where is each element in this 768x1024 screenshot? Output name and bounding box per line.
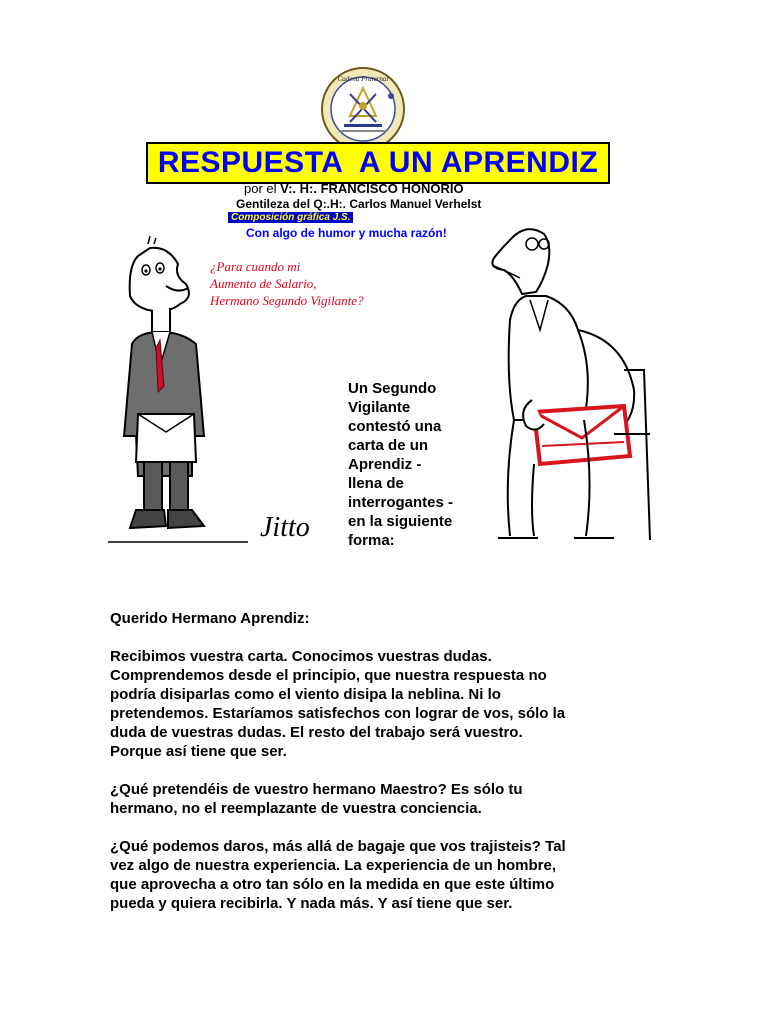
paragraph-line: pretendemos. Estaríamos satisfechos con lograr de vos, sólo la: [110, 705, 566, 722]
graphic-credit: Composición gráfica J.S.: [228, 212, 353, 223]
letter-body: [110, 609, 670, 932]
paragraph-line: que aprovecha a otro tan sólo en la medida en que este último: [110, 876, 555, 893]
title-banner: [146, 142, 610, 184]
byline-prefix: por el: [244, 181, 281, 196]
speech-line: Aumento de Salario,: [210, 276, 317, 291]
intro-line: interrogantes -: [348, 494, 454, 511]
speech-line: ¿Para cuando mi: [210, 259, 301, 274]
artist-signature: Jitto: [260, 512, 310, 543]
paragraph-line: ¿Qué pretendéis de vuestro hermano Maestro? Es sólo tu: [110, 781, 523, 798]
paragraph-line: duda de vuestras dudas. El resto del trabajo será vuestro.: [110, 724, 523, 741]
paragraph-line: podría disiparlas como el viento disipa la neblina. Ni lo: [110, 686, 501, 703]
seal-text: Cadena Fraternal: [337, 75, 389, 83]
intro-line: llena de: [348, 475, 404, 492]
intro-line: contestó una: [348, 418, 442, 435]
paragraph-line: Comprendemos desde el principio, que nuestra respuesta no: [110, 667, 547, 684]
salutation: Querido Hermano Aprendiz:: [110, 610, 310, 627]
speech-bubble-text: [210, 258, 430, 309]
intro-line: forma:: [348, 532, 395, 549]
paragraph-line: hermano, no el reemplazante de vuestra conciencia.: [110, 800, 482, 817]
intro-line: carta de un: [348, 437, 429, 454]
paragraph-line: pueda y quiera recibirla. Y nada más. Y así tiene que ser.: [110, 895, 513, 912]
paragraph-2: [110, 780, 670, 818]
byline: [244, 181, 464, 196]
intro-line: en la siguiente: [348, 513, 453, 530]
speech-line: Hermano Segundo Vigilante?: [210, 293, 364, 308]
author-name: V:. H:. FRANCISCO HONORIO: [280, 181, 464, 196]
paragraph-line: Porque así tiene que ser.: [110, 743, 287, 760]
intro-line: Aprendiz -: [348, 456, 422, 473]
document-title: RESPUESTA A UN APRENDIZ: [157, 146, 599, 179]
paragraph-line: Recibimos vuestra carta. Conocimos vuestras dudas.: [110, 648, 492, 665]
paragraph-line: ¿Qué podemos daros, más allá de bagaje que vos trajisteis? Tal: [110, 838, 566, 855]
courtesy-line: Gentileza del Q:.H:. Carlos Manuel Verhelst: [236, 197, 482, 211]
intro-text: [348, 379, 488, 550]
intro-line: Vigilante: [348, 399, 411, 416]
vigilante-cartoon: [474, 220, 684, 554]
paragraph-1: [110, 647, 670, 761]
masonic-seal-logo: [320, 66, 406, 152]
paragraph-3: [110, 837, 670, 913]
paragraph-line: vez algo de nuestra experiencia. La experiencia de un hombre,: [110, 857, 556, 874]
intro-line: Un Segundo: [348, 380, 437, 397]
humor-tagline: Con algo de humor y mucha razón!: [246, 226, 447, 240]
